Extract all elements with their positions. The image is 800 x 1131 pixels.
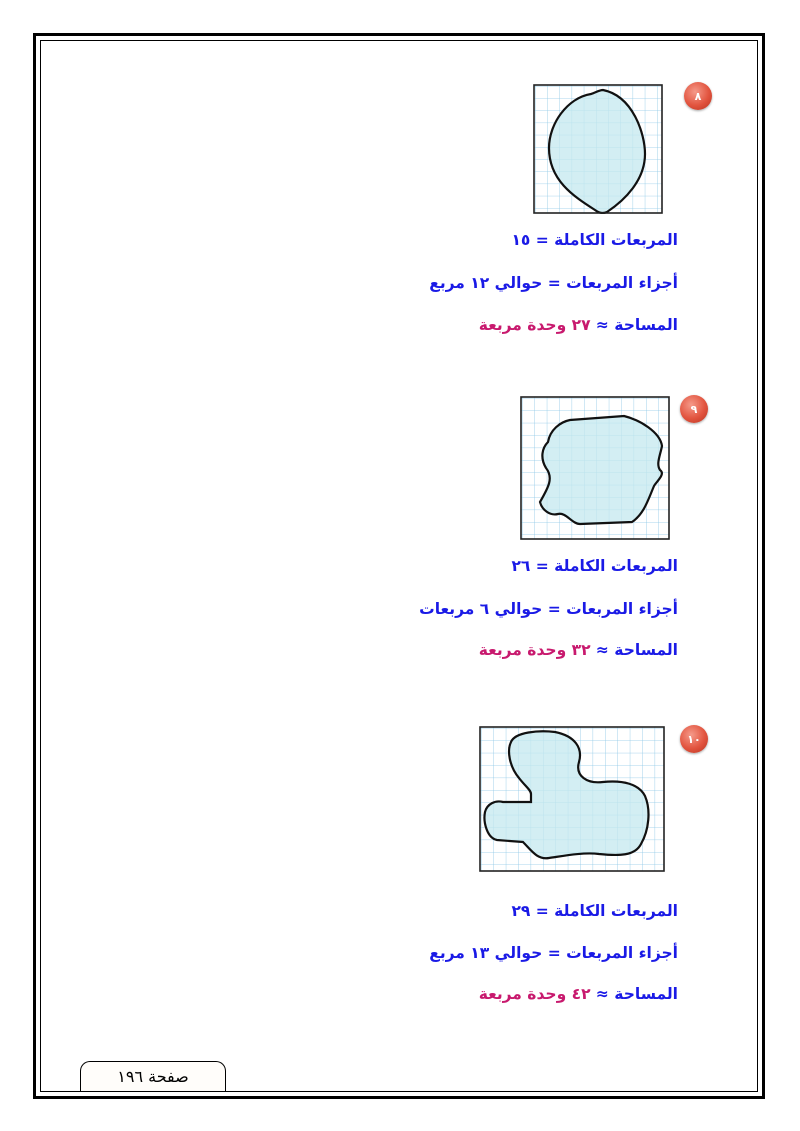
area-value: ٣٢ وحدة مربعة <box>478 641 591 659</box>
area-value: ٢٧ وحدة مربعة <box>478 316 591 334</box>
full-squares-count: المربعات الكاملة = ٢٩ <box>511 902 678 920</box>
full-squares-count: المربعات الكاملة = ٢٦ <box>511 557 678 575</box>
page-number-tab <box>80 1061 226 1091</box>
area-label: المساحة ≈ <box>590 316 678 334</box>
problem-number-badge: ٨ <box>684 82 712 110</box>
area-label: المساحة ≈ <box>590 641 678 659</box>
area-label: المساحة ≈ <box>590 985 678 1003</box>
blob-shape-grid-figure <box>520 396 670 540</box>
lemon-shape-grid-figure <box>533 84 663 214</box>
area-value: ٤٢ وحدة مربعة <box>478 985 591 1003</box>
full-squares-count: المربعات الكاملة = ١٥ <box>511 231 678 249</box>
partial-squares-count: أجزاء المربعات = حوالي ١٣ مربع <box>429 944 678 962</box>
area-estimate <box>479 316 678 334</box>
page-number-label: صفحة ١٩٦ <box>117 1067 189 1086</box>
irregular-shape-grid-figure <box>479 726 665 872</box>
partial-squares-count: أجزاء المربعات = حوالي ١٢ مربع <box>429 274 678 292</box>
problem-number-badge: ٩ <box>680 395 708 423</box>
area-estimate <box>479 641 678 659</box>
problem-number-badge: ١٠ <box>680 725 708 753</box>
area-estimate <box>479 985 678 1003</box>
partial-squares-count: أجزاء المربعات = حوالي ٦ مربعات <box>419 600 678 618</box>
